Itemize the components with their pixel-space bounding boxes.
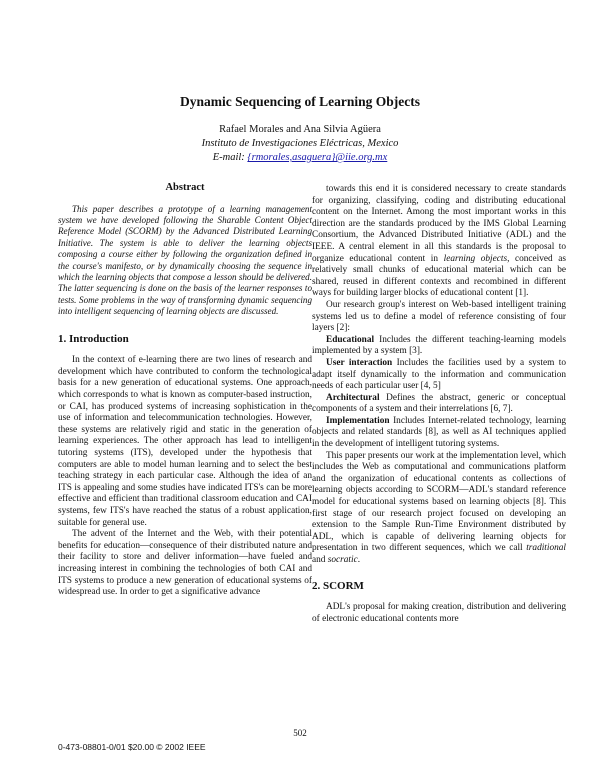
email-link[interactable]: {rmorales,asaguera}@iie.org.mx	[247, 152, 388, 163]
layer-description: Includes the different teaching-learning models implemented by a system [3].	[312, 334, 566, 357]
section-heading-introduction: 1. Introduction	[58, 332, 129, 345]
layer-term: Architectural	[326, 392, 380, 403]
layer-implementation	[312, 416, 566, 451]
layer-term: Implementation	[326, 415, 390, 426]
author-block	[0, 123, 600, 165]
layer-user-interaction	[312, 358, 566, 393]
word-and: and	[312, 555, 328, 565]
right-paragraph-3	[312, 451, 566, 567]
layer-term: User interaction	[326, 357, 393, 368]
term-traditional: traditional	[526, 543, 566, 554]
right-paragraph-1-tail: , conceived as relatively small chunks of educational material which can be shared, reused in different contexts and recombined in different ways for building larger blocks of educational content [1].	[312, 253, 566, 299]
right-paragraph-1	[312, 184, 566, 300]
right-column	[312, 184, 566, 625]
term-learning-objects: learning objects	[443, 253, 508, 264]
period: .	[357, 555, 361, 565]
page-number: 502	[293, 728, 307, 738]
layer-description: Includes Internet-related technology, learning objects and related standards [8], as well as AI techniques applied in the development of intelligent tutoring systems.	[312, 415, 566, 450]
affiliation: Instituto de Investigaciones Eléctricas, Mexico	[201, 138, 399, 149]
layer-educational	[312, 335, 566, 358]
abstract-text: This paper describes a prototype of a learning management system we have developed following the Sharable Content Object Reference Model (SCORM) by the Advanced Distributed Learning Initiative. The system is able to deliver the learning objects composing a course either by following the organization defined in the course's manifesto, or by dynamically choosing the sequence in which the learning objects that compose a lesson should be delivered. The latter sequencing is done on the basis of the learner responses to tests. Some problems in the way of transforming dynamic sequencing into intelligent sequencing of learning objects are discussed.	[58, 203, 312, 317]
email-label: E-mail:	[212, 152, 248, 163]
right-paragraph-1-text: towards this end it is considered necessary to create standards for organizing, classifying, coding and distributing educational content on the Internet. Among the most important works in this direction are the standards produced by the IMS Global Learning Consortium, the Advanced Distributed Initiative (ADL) and the IEEE. A central element in all this standards is the proposal to organize educational content in	[312, 184, 566, 264]
author-names: Rafael Morales and Ana Silvia Agüera	[219, 124, 381, 135]
layer-term: Educational	[326, 334, 375, 345]
right-paragraph-3-text: This paper presents our work at the implementation level, which includes the Web as computational and communications platform and the organization of educational contents as collections of learning objects according to SCORM—ADL's standard reference model for educational systems based on learning objects [8]. This first stage of our research project focused on developing an extension to the Sample Run-Time Environment distributed by ADL, which is capable of delivering learning objects for presentation in two different sequences, which we call	[312, 450, 566, 554]
layer-description: Defines the abstract, generic or conceptual components of a system and their interrelations [6, 7].	[312, 392, 566, 415]
right-paragraph-2: Our research group's interest on Web-based intelligent training systems led us to define a model of reference consisting of four layers [2]:	[312, 299, 566, 334]
section-heading-scorm: 2. SCORM	[312, 579, 364, 592]
scorm-paragraph-1: ADL's proposal for making creation, distribution and delivering of electronic educational contents more	[312, 602, 566, 624]
email-line	[0, 151, 600, 165]
abstract-heading: Abstract	[165, 182, 205, 193]
layer-description: Includes the facilities used by a system to adapt itself dynamically to the information and communication needs of each particular user [4, 5]	[312, 357, 566, 392]
intro-paragraph-1: In the context of e-learning there are two lines of research and development which have contributed to conform the technological basis for a new generation of educational systems. One approach, which corresponds to what is known as computer-based instruction, or CAI, has produced systems of increasing sophistication in the use of information and telecommunication technologies. However, these systems are relatively rigid and static in the generation of learning experiences. The other approach has lead to intelligent tutoring systems (ITS), developed under the hypothesis that computers are able to model human learning and to select the best teaching strategy in each particular case. Although the idea of an ITS is appealing and some studies have indicated ITS's can be more effective and efficient than traditional classroom education and CAI systems, few ITS's have reached the status of a robust application, suitable for general use.	[58, 355, 312, 528]
intro-paragraph-2: The advent of the Internet and the Web, with their potential benefits for education—consequence of their distributed nature and their facility to store and deliver information—have fueled and increasing interest in combining the technologies of both CAI and ITS systems to produce a new generation of educational systems of widespread use. In order to get a significative advance	[58, 529, 312, 598]
paper-title: Dynamic Sequencing of Learning Objects	[179, 94, 420, 109]
term-socratic: socratic	[327, 555, 358, 565]
copyright-notice: 0-473-08801-0/01 $20.00 © 2002 IEEE	[58, 742, 206, 752]
left-column	[58, 182, 312, 599]
layer-architectural	[312, 393, 566, 416]
